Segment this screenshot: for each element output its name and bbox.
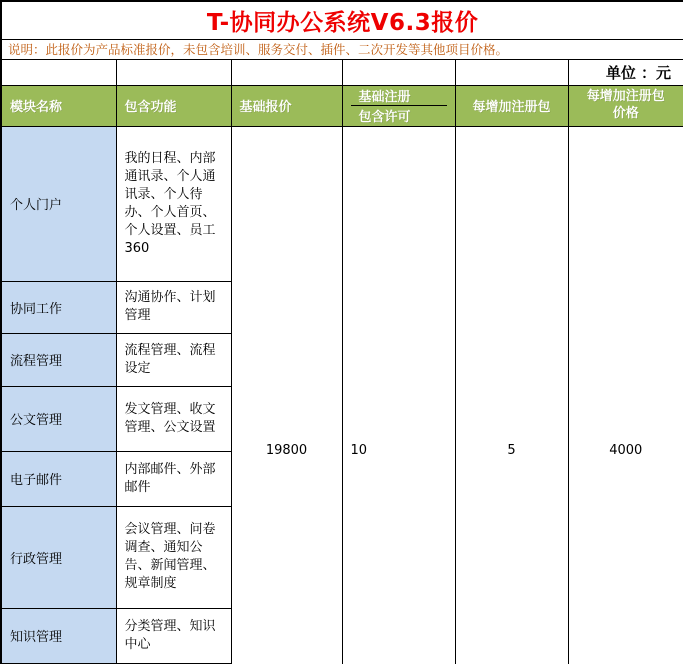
features-cell: 会议管理、问卷调查、通知公告、新闻管理、规章制度	[116, 506, 231, 608]
module-name-cell: 知识管理	[1, 608, 116, 663]
features-cell: 流程管理、流程设定	[116, 333, 231, 386]
empty-cell	[342, 59, 455, 85]
features-cell: 内部邮件、外部邮件	[116, 451, 231, 506]
module-name-cell: 公文管理	[1, 386, 116, 451]
module-name-cell: 电子邮件	[1, 451, 116, 506]
unit-label: 单位 ：元	[568, 59, 683, 85]
page-title: T-协同办公系统V6.3报价	[1, 1, 683, 39]
unit-row	[1, 59, 683, 85]
title-row	[1, 1, 683, 39]
base-price-value: 19800	[231, 126, 342, 664]
per-package-price-value: 4000	[568, 126, 683, 664]
features-cell: 分类管理、知识中心	[116, 608, 231, 663]
header-row	[1, 85, 683, 126]
note-row	[1, 39, 683, 59]
header-module-name: 模块名称	[1, 85, 116, 126]
module-name-cell: 协同工作	[1, 281, 116, 333]
header-base-registration	[342, 85, 455, 126]
module-name-cell: 个人门户	[1, 126, 116, 281]
header-per-package: 每增加注册包	[455, 85, 568, 126]
note-text: 说明：此报价为产品标准报价，未包含培训、服务交付、插件、二次开发等其他项目价格。	[1, 39, 683, 59]
per-package-value: 5	[455, 126, 568, 664]
table-row	[1, 126, 683, 281]
features-cell: 我的日程、内部通讯录、个人通讯录、个人待办、个人首页、个人设置、员工360	[116, 126, 231, 281]
empty-cell	[231, 59, 342, 85]
header-base-reg-bottom: 包含许可	[358, 110, 411, 126]
features-cell: 沟通协作、计划管理	[116, 281, 231, 333]
header-per-package-price-label: 每增加注册包价格	[586, 88, 665, 121]
empty-cell	[116, 59, 231, 85]
module-name-cell: 行政管理	[1, 506, 116, 608]
header-per-package-price	[568, 85, 683, 126]
empty-cell	[455, 59, 568, 85]
features-cell: 发文管理、收文管理、公文设置	[116, 386, 231, 451]
base-licenses-value: 10	[342, 126, 455, 664]
empty-cell	[1, 59, 116, 85]
header-base-reg-top: 基础注册	[351, 86, 447, 107]
header-features: 包含功能	[116, 85, 231, 126]
module-name-cell: 流程管理	[1, 333, 116, 386]
header-base-price: 基础报价	[231, 85, 342, 126]
